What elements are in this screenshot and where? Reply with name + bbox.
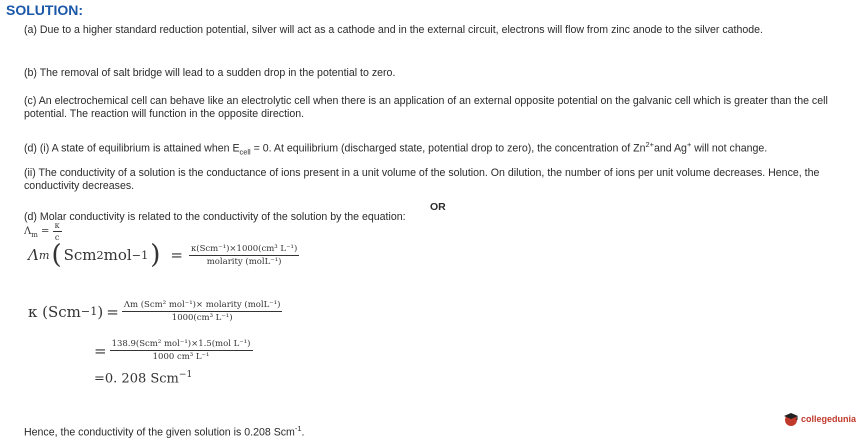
para-b: (b) The removal of salt bridge will lead to a sudden drop in the potential to zero. bbox=[24, 67, 396, 79]
eq1-unit: Scm bbox=[63, 246, 97, 264]
para-d-alt: (d) Molar conductivity is related to the conductivity of the solution by the equation: bbox=[24, 211, 406, 223]
eq1-lambda-sub: m bbox=[38, 248, 50, 262]
equation-3 bbox=[94, 339, 253, 362]
d1-sub-cell: cell bbox=[239, 147, 251, 157]
d1-sup-zn: 2+ bbox=[645, 140, 654, 149]
eq3-equals: = bbox=[94, 341, 107, 360]
eq2-kappa: κ (Scm bbox=[28, 302, 81, 321]
eq4-sup: −1 bbox=[178, 370, 193, 380]
eq2-num: Λm (Scm² mol⁻¹)× molarity (molL⁻¹) bbox=[123, 300, 281, 310]
para-d1 bbox=[24, 138, 839, 159]
eq0-lambda: Λ bbox=[24, 226, 32, 237]
or-label: OR bbox=[430, 201, 446, 213]
eq2-equals: = bbox=[106, 302, 119, 321]
solution-title: SOLUTION: bbox=[6, 2, 83, 18]
equation-4-result bbox=[94, 370, 192, 386]
logo-text: collegedunia bbox=[800, 414, 856, 424]
eq1-lambda: Λ bbox=[28, 246, 39, 264]
eq0-equals: = bbox=[37, 226, 53, 237]
conclusion-sup: -1 bbox=[294, 424, 302, 433]
equation-2 bbox=[28, 300, 282, 323]
eq1-unit2: mol bbox=[103, 246, 132, 264]
eq2-paren-close: ) bbox=[97, 302, 104, 321]
equation-1 bbox=[28, 240, 299, 270]
eq3-den: 1000 cm³ L⁻¹ bbox=[152, 352, 210, 362]
eq1-equals: = bbox=[170, 246, 183, 264]
conclusion bbox=[24, 422, 724, 440]
para-c: (c) An electrochemical cell can behave like an electrolytic cell when there is an application of an external opposite potential on the galvanic cell which is greater than the cell potential. The reaction will function in the opposite direction. bbox=[24, 95, 828, 120]
eq2-den: 1000(cm³ L⁻¹) bbox=[171, 313, 233, 323]
d1-sup-ag: + bbox=[686, 140, 692, 149]
d1-text-post: will not change. bbox=[691, 142, 768, 155]
eq2-sup: −1 bbox=[80, 305, 98, 318]
eq1-sup2: −1 bbox=[131, 248, 149, 262]
d1-text-mid: = 0. At equilibrium (discharged state, potential drop to zero), the concentration of Zn bbox=[250, 142, 646, 155]
eq1-paren-close: ) bbox=[150, 240, 161, 270]
conclusion-text: Hence, the conductivity of the given solution is 0.208 Scm bbox=[24, 426, 295, 439]
eq1-paren-open: ( bbox=[51, 240, 62, 270]
eq1-num: κ(Scm⁻¹)×1000(cm³ L⁻¹) bbox=[190, 243, 298, 254]
eq3-num: 138.9(Scm² mol⁻¹)×1.5(mol L⁻¹) bbox=[111, 339, 251, 349]
para-a: (a) Due to a higher standard reduction potential, silver will act as a cathode and in the external circuit, electrons will flow from zinc anode to the silver cathode. bbox=[24, 24, 764, 36]
eq1-den: molarity (molL⁻¹) bbox=[206, 256, 282, 267]
d1-text-and: and Ag bbox=[653, 142, 687, 155]
eq0-den: c bbox=[54, 233, 60, 242]
conclusion-end: . bbox=[301, 426, 305, 439]
para-d2: (ii) The conductivity of a solution is the conductance of ions present in a unit volume of the solution. On dilution, the number of ions per unit volume decreases. Hence, the conductivity decreases. bbox=[24, 167, 820, 192]
equation-molar-def bbox=[24, 221, 62, 242]
collegedunia-logo bbox=[783, 411, 856, 427]
d1-text-pre: (d) (i) A state of equilibrium is attained when E bbox=[24, 142, 240, 155]
eq0-sub: m bbox=[31, 231, 38, 239]
graduation-cap-icon bbox=[783, 411, 799, 427]
eq1-sup1: 2 bbox=[96, 248, 104, 262]
eq0-num: κ bbox=[54, 221, 60, 230]
eq4-text: =0. 208 Scm bbox=[94, 371, 179, 387]
